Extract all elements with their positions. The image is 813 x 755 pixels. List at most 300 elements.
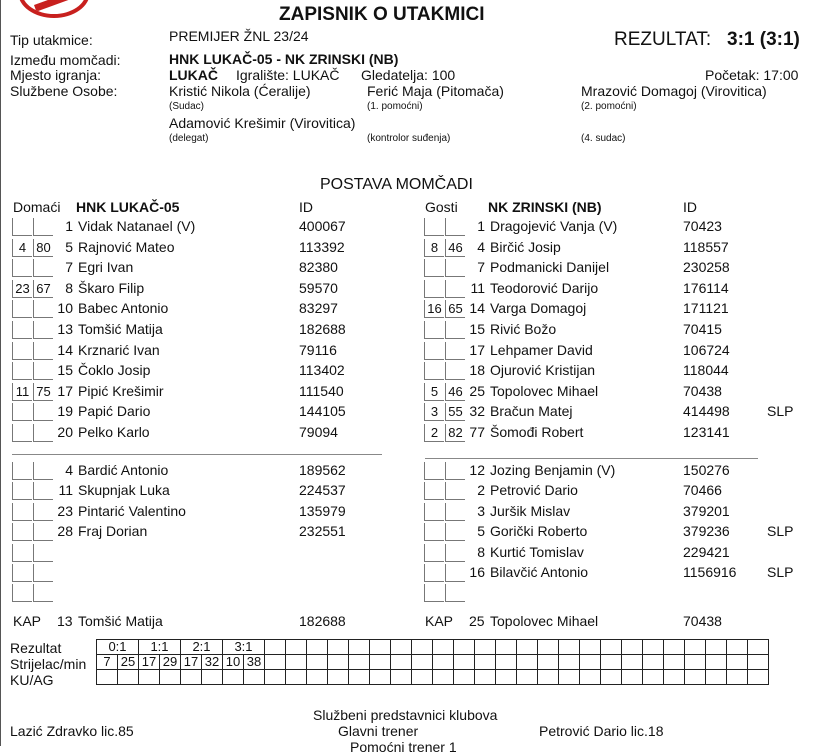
score-cell (307, 640, 328, 655)
scorer-cell: 25 (118, 655, 139, 670)
home-captain-id: 182688 (299, 613, 346, 629)
player-number: 16 (469, 564, 485, 580)
page-title: ZAPISNIK O UTAKMICI (279, 4, 485, 25)
minute-box: 5 (424, 383, 444, 401)
minute-box (12, 503, 32, 521)
minute-box: 23 (12, 280, 32, 298)
minute-box (33, 321, 53, 339)
minute-box (33, 584, 53, 602)
kuag-cell (622, 670, 643, 685)
goals-table (96, 639, 769, 685)
player-id: 230258 (683, 259, 730, 275)
minute-box (12, 403, 32, 421)
away-id-label: ID (683, 199, 697, 215)
kuag-cell (727, 670, 748, 685)
minute-box (33, 342, 53, 360)
kuag-cell (433, 670, 454, 685)
minute-box (424, 584, 444, 602)
player-name: Rivić Božo (490, 321, 557, 337)
minute-box (424, 564, 444, 582)
player-id: 70438 (683, 383, 722, 399)
player-number: 14 (469, 300, 485, 316)
minute-box (12, 523, 32, 541)
head-coach-label: Glavni trener (338, 723, 419, 739)
scorer-cell (643, 655, 664, 670)
scorer-cell (727, 655, 748, 670)
kuag-cell (559, 670, 580, 685)
rezultat-label: Rezultat (10, 640, 62, 656)
player-number: 17 (57, 383, 73, 399)
minute-box: 4 (12, 239, 32, 257)
player-note: SLP (767, 403, 794, 419)
player-id: 400067 (299, 218, 346, 234)
kuag-cell (664, 670, 685, 685)
player-name: Lehpamer David (490, 342, 593, 358)
scorer-cell (496, 655, 517, 670)
scorer-cell (601, 655, 622, 670)
score-cell (496, 640, 517, 655)
player-number: 1 (477, 218, 485, 234)
scorer-cell (307, 655, 328, 670)
score-cell (391, 640, 412, 655)
kuag-cell (538, 670, 559, 685)
player-number: 19 (57, 403, 73, 419)
player-name: Juršik Mislav (490, 503, 571, 519)
scorer-cell (538, 655, 559, 670)
scorer-cell: 32 (202, 655, 223, 670)
player-number: 18 (469, 362, 485, 378)
scorer-cell (433, 655, 454, 670)
minute-box (424, 523, 444, 541)
score-cell (538, 640, 559, 655)
minute-box (33, 544, 53, 562)
score-cell (706, 640, 727, 655)
score-cell (664, 640, 685, 655)
home-side-label: Domaći (13, 199, 61, 215)
player-number: 25 (469, 383, 485, 399)
player-name: Egri Ivan (78, 259, 134, 275)
player-name: Tomšić Matija (78, 321, 163, 337)
scorer-cell: 29 (160, 655, 181, 670)
player-id: 379236 (683, 523, 730, 539)
player-id: 70423 (683, 218, 722, 234)
scorer-cell (412, 655, 433, 670)
label-izmedu: Između momčadi: (10, 52, 121, 68)
scorer-cell (265, 655, 286, 670)
minute-box (12, 321, 32, 339)
minute-box (33, 482, 53, 500)
score-cell: 0:1 (97, 640, 139, 655)
minute-box: 46 (445, 383, 465, 401)
home-captain-label: KAP (13, 613, 42, 629)
score-cell (328, 640, 349, 655)
minute-box (424, 259, 444, 277)
player-id: 176114 (683, 280, 729, 296)
spectators: Gledatelja: 100 (361, 67, 456, 83)
competition: PREMIJER ŽNL 23/24 (169, 28, 309, 44)
official-name: Mrazović Domagoj (Virovitica) (581, 83, 767, 99)
official-name: Kristić Nikola (Ćeralije) (169, 83, 311, 99)
minute-box (424, 342, 444, 360)
label-sluzbene: Službene Osobe: (10, 83, 118, 99)
scorer-cell (622, 655, 643, 670)
player-number: 11 (470, 280, 485, 296)
player-id: 379201 (683, 503, 730, 519)
player-id: 123141 (683, 424, 730, 440)
scorer-cell (286, 655, 307, 670)
scorer-cell (748, 655, 769, 670)
home-captain-number: 13 (57, 613, 73, 629)
pitch: Igralište: LUKAČ (236, 67, 340, 83)
minute-box (445, 523, 465, 541)
minute-box: 46 (445, 239, 465, 257)
player-number: 23 (57, 503, 73, 519)
player-number: 11 (58, 482, 73, 498)
minute-box (445, 503, 465, 521)
player-id: 79094 (299, 424, 338, 440)
player-name: Pipić Krešimir (78, 383, 164, 399)
player-number: 7 (477, 259, 485, 275)
minute-box (445, 462, 465, 480)
away-team-name: NK ZRINSKI (NB) (488, 199, 602, 215)
player-number: 13 (57, 321, 73, 337)
score-cell (559, 640, 580, 655)
minute-box (33, 403, 53, 421)
minute-box (12, 584, 32, 602)
minute-box (424, 280, 444, 298)
kuag-cell (643, 670, 664, 685)
scorer-cell: 7 (97, 655, 118, 670)
minute-box (12, 564, 32, 582)
player-number: 7 (65, 259, 73, 275)
away-captain-name: Topolovec Mihael (490, 613, 599, 629)
venue: LUKAČ (169, 67, 218, 83)
scorer-cell (517, 655, 538, 670)
kuag-cell (454, 670, 475, 685)
kuag-cell (286, 670, 307, 685)
minute-box: 65 (445, 300, 465, 318)
score-cell (601, 640, 622, 655)
player-number: 1 (65, 218, 73, 234)
away-captain-id: 70438 (683, 613, 722, 629)
minute-box (33, 523, 53, 541)
kuag-cell (160, 670, 181, 685)
minute-box (12, 362, 32, 380)
player-name: Čoklo Josip (78, 362, 151, 378)
player-id: 59570 (299, 280, 338, 296)
scorer-cell (664, 655, 685, 670)
away-captain-label: KAP (425, 613, 454, 629)
kuag-cell (265, 670, 286, 685)
kuag-label: KU/AG (10, 672, 54, 688)
lineup-title: POSTAVA MOMČADI (320, 176, 473, 193)
score-cell (727, 640, 748, 655)
result-label: REZULTAT: (614, 29, 712, 50)
kuag-cell (139, 670, 160, 685)
kuag-cell (307, 670, 328, 685)
home-id-label: ID (299, 199, 313, 215)
minute-box (424, 503, 444, 521)
minute-box (424, 462, 444, 480)
player-number: 32 (469, 403, 485, 419)
player-id: 229421 (683, 544, 730, 560)
player-id: 70466 (683, 482, 722, 498)
home-divider (12, 454, 382, 455)
player-name: Babec Antonio (78, 300, 169, 316)
minute-box (33, 362, 53, 380)
kuag-cell (391, 670, 412, 685)
scorer-cell: 38 (244, 655, 265, 670)
player-number: 17 (469, 342, 485, 358)
score-cell (433, 640, 454, 655)
kuag-cell (748, 670, 769, 685)
player-number: 8 (65, 280, 73, 296)
minute-box (12, 462, 32, 480)
player-id: 118044 (683, 362, 729, 378)
player-name: Topolovec Mihael (490, 383, 599, 399)
player-id: 118557 (683, 239, 729, 255)
score-cell (475, 640, 496, 655)
representatives-title: Službeni predstavnici klubova (313, 707, 498, 723)
minute-box: 8 (424, 239, 444, 257)
player-number: 20 (57, 424, 73, 440)
minute-box (12, 259, 32, 277)
minute-box (445, 482, 465, 500)
player-note: SLP (767, 523, 794, 539)
player-number: 5 (65, 239, 73, 255)
score-cell (412, 640, 433, 655)
score-cell (349, 640, 370, 655)
minute-box (12, 424, 32, 442)
assistant-coach-label: Pomoćni trener 1 (350, 739, 457, 755)
scorer-cell (580, 655, 601, 670)
player-id: 171121 (683, 300, 729, 316)
kuag-cell (475, 670, 496, 685)
player-id: 79116 (299, 342, 337, 358)
result-value: 3:1 (3:1) (727, 29, 800, 50)
player-name: Birčić Josip (490, 239, 561, 255)
minute-box (12, 218, 32, 236)
player-id: 224537 (299, 482, 346, 498)
player-number: 2 (477, 482, 485, 498)
minute-box: 67 (33, 280, 53, 298)
player-number: 12 (469, 462, 485, 478)
player-name: Škaro Filip (78, 280, 145, 296)
minute-box (33, 424, 53, 442)
player-id: 70415 (683, 321, 722, 337)
official-name: Ferić Maja (Pitomača) (367, 83, 504, 99)
player-id: 150276 (683, 462, 730, 478)
start-time: Početak: 17:00 (705, 67, 799, 83)
home-captain-name: Tomšić Matija (78, 613, 163, 629)
official-role: (1. pomoćni) (367, 101, 423, 112)
player-name: Teodorović Darijo (490, 280, 599, 296)
official-role: (2. pomoćni) (581, 101, 637, 112)
player-name: Jozing Benjamin (V) (490, 462, 616, 478)
minute-box (445, 259, 465, 277)
player-name: Bračun Matej (490, 403, 573, 419)
label-mjesto: Mjesto igranja: (10, 67, 102, 83)
minute-box (33, 564, 53, 582)
scorer-cell: 17 (139, 655, 160, 670)
player-number: 15 (469, 321, 485, 337)
kuag-cell (244, 670, 265, 685)
score-cell (580, 640, 601, 655)
kuag-cell (223, 670, 244, 685)
minute-box (12, 342, 32, 360)
kuag-cell (202, 670, 223, 685)
kuag-cell (118, 670, 139, 685)
minute-box (424, 321, 444, 339)
player-name: Varga Domagoj (490, 300, 587, 316)
official-role: (Sudac) (169, 101, 205, 112)
player-note: SLP (767, 564, 794, 580)
minute-box (445, 321, 465, 339)
player-number: 28 (57, 523, 73, 539)
minute-box (424, 544, 444, 562)
kuag-cell (496, 670, 517, 685)
player-number: 8 (477, 544, 485, 560)
minute-box (445, 544, 465, 562)
player-name: Podmanicki Danijel (490, 259, 610, 275)
player-name: Šomođi Robert (490, 424, 584, 440)
minute-box: 16 (424, 300, 444, 318)
player-name: Skupnjak Luka (78, 482, 170, 498)
player-name: Petrović Dario (490, 482, 578, 498)
score-cell (685, 640, 706, 655)
player-name: Pelko Karlo (78, 424, 150, 440)
score-cell (370, 640, 391, 655)
player-number: 3 (477, 503, 485, 519)
player-id: 182688 (299, 321, 346, 337)
official-name: Adamović Krešimir (Virovitica) (169, 115, 356, 131)
home-team-name: HNK LUKAČ-05 (76, 199, 180, 215)
minute-box (424, 362, 444, 380)
player-name: Rajnović Mateo (78, 239, 175, 255)
minute-box: 2 (424, 424, 444, 442)
match-teams: HNK LUKAČ-05 - NK ZRINSKI (NB) (169, 51, 399, 67)
minute-box (33, 259, 53, 277)
kuag-cell (412, 670, 433, 685)
strijelac-label: Strijelac/min (10, 656, 87, 672)
scorer-cell (685, 655, 706, 670)
player-id: 232551 (299, 523, 346, 539)
away-side-label: Gosti (425, 199, 458, 215)
minute-box (12, 300, 32, 318)
official-role: (delegat) (169, 133, 209, 144)
minute-box (12, 482, 32, 500)
kuag-cell (706, 670, 727, 685)
player-name: Pintarić Valentino (78, 503, 186, 519)
minute-box: 80 (33, 239, 53, 257)
player-name: Gorički Roberto (490, 523, 588, 539)
kuag-cell (370, 670, 391, 685)
player-name: Ojurović Kristijan (490, 362, 596, 378)
away-coach: Petrović Dario lic.18 (539, 723, 664, 739)
player-name: Kurtić Tomislav (490, 544, 584, 560)
score-cell (517, 640, 538, 655)
minute-box (33, 462, 53, 480)
scorer-cell (559, 655, 580, 670)
score-cell (265, 640, 286, 655)
score-cell (454, 640, 475, 655)
player-name: Dragojević Vanja (V) (490, 218, 618, 234)
scorer-cell: 17 (181, 655, 202, 670)
player-id: 111540 (299, 383, 344, 399)
minute-box (445, 362, 465, 380)
player-id: 113392 (299, 239, 345, 255)
scorer-cell (349, 655, 370, 670)
kuag-cell (349, 670, 370, 685)
player-number: 5 (477, 523, 485, 539)
kuag-cell (601, 670, 622, 685)
player-name: Fraj Dorian (78, 523, 148, 539)
scorer-cell (391, 655, 412, 670)
scorer-cell (706, 655, 727, 670)
kuag-cell (517, 670, 538, 685)
player-id: 414498 (683, 403, 730, 419)
kuag-cell (328, 670, 349, 685)
score-cell (622, 640, 643, 655)
player-name: Bardić Antonio (78, 462, 169, 478)
score-cell (643, 640, 664, 655)
scorer-cell: 10 (223, 655, 244, 670)
minute-box (445, 584, 465, 602)
player-id: 83297 (299, 300, 338, 316)
minute-box: 82 (445, 424, 465, 442)
score-cell: 3:1 (223, 640, 265, 655)
minute-box (424, 482, 444, 500)
minute-box (445, 280, 465, 298)
player-id: 135979 (299, 503, 346, 519)
player-number: 77 (469, 424, 485, 440)
minute-box (445, 342, 465, 360)
minute-box (424, 218, 444, 236)
official-role: (kontrolor suđenja) (367, 133, 451, 144)
minute-box: 3 (424, 403, 444, 421)
scorer-cell (454, 655, 475, 670)
kuag-cell (580, 670, 601, 685)
page-left-border (0, 0, 1, 746)
score-cell (748, 640, 769, 655)
player-number: 14 (57, 342, 73, 358)
player-number: 4 (65, 462, 73, 478)
minute-box (33, 218, 53, 236)
scorer-cell (328, 655, 349, 670)
scorer-cell (370, 655, 391, 670)
label-tip: Tip utakmice: (10, 32, 93, 48)
official-role: (4. sudac) (581, 133, 626, 144)
player-name: Vidak Natanael (V) (78, 218, 196, 234)
player-id: 82380 (299, 259, 338, 275)
kuag-cell (685, 670, 706, 685)
score-cell: 2:1 (181, 640, 223, 655)
minute-box (33, 300, 53, 318)
player-number: 10 (57, 300, 73, 316)
player-id: 1156916 (683, 564, 737, 580)
away-divider (425, 458, 758, 459)
away-captain-number: 25 (469, 613, 485, 629)
federation-logo (18, 0, 90, 18)
score-cell (286, 640, 307, 655)
player-number: 15 (57, 362, 73, 378)
score-cell: 1:1 (139, 640, 181, 655)
minute-box (33, 503, 53, 521)
player-id: 106724 (683, 342, 730, 358)
minute-box: 11 (12, 383, 32, 401)
minute-box: 75 (33, 383, 53, 401)
minute-box (12, 544, 32, 562)
